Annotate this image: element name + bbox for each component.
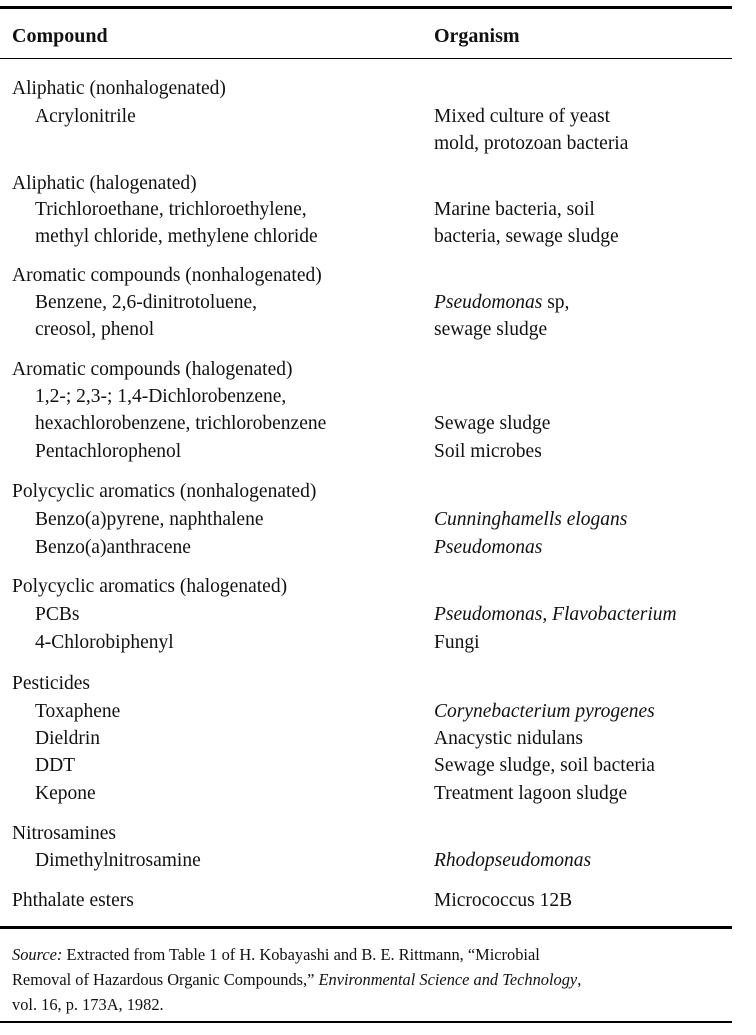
category-aromatic-nonhalogenated: Aromatic compounds (nonhalogenated) [12,265,322,286]
source-text-line3: vol. 16, p. 173A, 1982. [12,995,164,1014]
compound-creosol-phenol: creosol, phenol [35,319,155,340]
category-pesticides: Pesticides [12,673,90,694]
compound-benzo-a-pyrene: Benzo(a)pyrene, naphthalene [35,509,264,530]
compound-dichlorobenzene: 1,2-; 2,3-; 1,4-Dichlorobenzene, [35,386,287,407]
organism-corynebacterium: Corynebacterium pyrogenes [434,701,655,722]
organism-micrococcus: Micrococcus 12B [434,890,573,911]
compound-kepone: Kepone [35,783,96,804]
compound-hexachlorobenzene: hexachlorobenzene, trichlorobenzene [35,413,327,434]
organism-mold-protozoan: mold, protozoan bacteria [434,133,629,154]
category-aromatic-halogenated: Aromatic compounds (halogenated) [12,359,293,380]
compound-header: Compound [12,25,108,47]
header-rule [0,58,732,59]
category-aliphatic-halogenated: Aliphatic (halogenated) [12,173,197,194]
organism-pseudomonas-flavobacterium: Pseudomonas, Flavobacterium [434,604,677,625]
organism-mixed-culture: Mixed culture of yeast [434,106,610,127]
compound-chlorobiphenyl: 4-Chlorobiphenyl [35,632,174,653]
compound-acrylonitrile: Acrylonitrile [35,106,136,127]
category-polycyclic-halogenated: Polycyclic aromatics (halogenated) [12,576,288,597]
organism-marine-bacteria: Marine bacteria, soil [434,199,595,220]
organism-lagoon-sludge: Treatment lagoon sludge [434,783,628,804]
compound-ddt: DDT [35,755,76,776]
source-text-line2: Removal of Hazardous Organic Compounds,” [12,970,319,989]
source-journal: Environmental Science and Technology [318,970,578,989]
organism-sewage-sludge-2: Sewage sludge [434,413,551,434]
bottom-rule [0,926,732,929]
compound-benzene: Benzene, 2,6-dinitrotoluene, [35,292,258,313]
compound-benzo-a-anthracene: Benzo(a)anthracene [35,537,191,558]
compound-dimethylnitrosamine: Dimethylnitrosamine [35,850,201,871]
last-rule [0,1021,732,1023]
organism-pseudomonas-italic: Pseudomonas [434,292,543,313]
compound-pentachlorophenol: Pentachlorophenol [35,441,182,462]
organism-pseudomonas: Pseudomonas [434,537,543,558]
source-comma: , [577,970,582,989]
organism-anacystic: Anacystic nidulans [434,728,583,749]
source-note [12,942,752,1017]
source-label: Source: [12,945,63,964]
organism-cunninghamells: Cunninghamells elogans [434,509,628,530]
compound-trichloroethane: Trichloroethane, trichloroethylene, [35,199,307,220]
organism-pseudomonas-sp [434,289,569,316]
compound-methyl-chloride: methyl chloride, methylene chloride [35,226,318,247]
organism-bacteria-sewage: bacteria, sewage sludge [434,226,619,247]
organism-sp-suffix: sp, [542,292,570,313]
organism-rhodopseudomonas: Rhodopseudomonas [434,850,592,871]
organism-fungi: Fungi [434,632,480,653]
compound-toxaphene: Toxaphene [35,701,121,722]
organism-header: Organism [434,25,520,47]
compound-pcbs: PCBs [35,604,80,625]
category-aliphatic-nonhalogenated: Aliphatic (nonhalogenated) [12,78,226,99]
organism-sewage-soil: Sewage sludge, soil bacteria [434,755,655,776]
top-rule [0,6,732,9]
category-phthalate-esters: Phthalate esters [12,890,134,911]
source-text-line1: Extracted from Table 1 of H. Kobayashi and B. E. Rittmann, “Microbial [62,945,540,964]
category-nitrosamines: Nitrosamines [12,823,116,844]
category-polycyclic-nonhalogenated: Polycyclic aromatics (nonhalogenated) [12,481,317,502]
compound-dieldrin: Dieldrin [35,728,100,749]
organism-sewage-sludge: sewage sludge [434,319,548,340]
organism-soil-microbes: Soil microbes [434,441,542,462]
